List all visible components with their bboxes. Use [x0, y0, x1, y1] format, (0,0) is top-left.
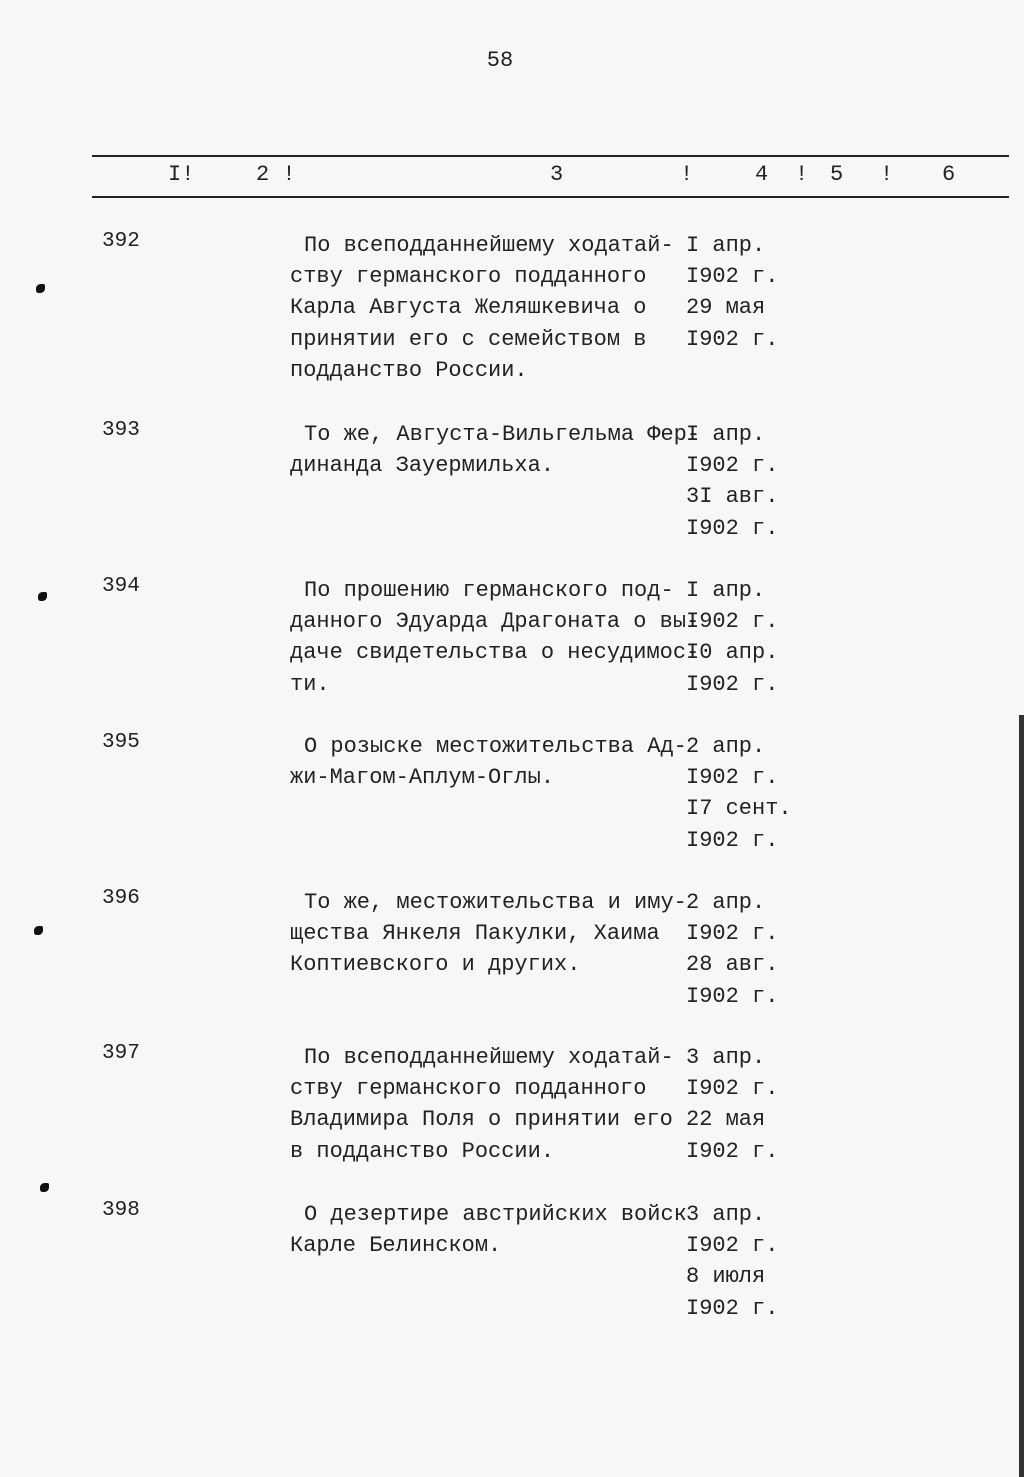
record-dates: 2 апр. I902 г. I7 сент. I902 г. [686, 734, 792, 853]
record-number: 394 [102, 575, 140, 598]
header-col-3: 3 [550, 162, 564, 187]
header-separator: ! [880, 162, 894, 187]
header-separator: ! [795, 162, 809, 187]
header-col-1: I! [168, 162, 195, 187]
scan-speck [34, 926, 43, 935]
record-description: О дезертире австрийских войск Карле Белинском. [290, 1202, 687, 1259]
scan-edge-shadow [1019, 715, 1024, 1477]
header-col-6: 6 [942, 162, 956, 187]
table-header-top-rule [92, 155, 1009, 157]
scan-speck [36, 284, 45, 293]
record-description: По всеподданнейшему ходатай- ству германского подданного Владимира Поля о принятии его в подданство России. [290, 1045, 674, 1164]
record-description: О розыске местожительства Ад- жи-Магом-Аплум-Оглы. [290, 734, 687, 791]
record-dates: I апр. I902 г. 29 мая I902 г. [686, 233, 779, 352]
record-dates: 3 апр. I902 г. 8 июля I902 г. [686, 1202, 779, 1321]
header-col-2: 2 ! [256, 162, 296, 187]
record-number: 393 [102, 419, 140, 442]
record-number: 396 [102, 887, 140, 910]
record-description: По прошению германского под- данного Эдуарда Драгоната о вы- даче свидетельства о несудимос- ти. [290, 578, 700, 697]
record-description: То же, местожительства и иму- щества Янкеля Пакулки, Хаима Коптиевского и других. [290, 890, 687, 978]
record-dates: 2 апр. I902 г. 28 авг. I902 г. [686, 890, 779, 1009]
record-description: То же, Августа-Вильгельма Фер- динанда Зауермильха. [290, 422, 701, 479]
table-header-bottom-rule [92, 196, 1009, 198]
header-col-5: 5 [830, 162, 844, 187]
record-dates: 3 апр. I902 г. 22 мая I902 г. [686, 1045, 779, 1164]
page-number: 58 [486, 48, 514, 73]
record-dates: I апр. I902 г. I0 апр. I902 г. [686, 578, 779, 697]
header-col-4: 4 [755, 162, 769, 187]
scan-speck [38, 592, 47, 601]
scan-speck [40, 1183, 49, 1192]
record-number: 397 [102, 1042, 140, 1065]
record-dates: I апр. I902 г. 3I авг. I902 г. [686, 422, 779, 541]
record-description: По всеподданнейшему ходатай- ству германского подданного Карла Августа Желяшкевича о принятии его с семейством в подданство России. [290, 233, 674, 383]
record-number: 395 [102, 731, 140, 754]
header-separator: ! [680, 162, 694, 187]
record-number: 392 [102, 230, 140, 253]
record-number: 398 [102, 1199, 140, 1222]
